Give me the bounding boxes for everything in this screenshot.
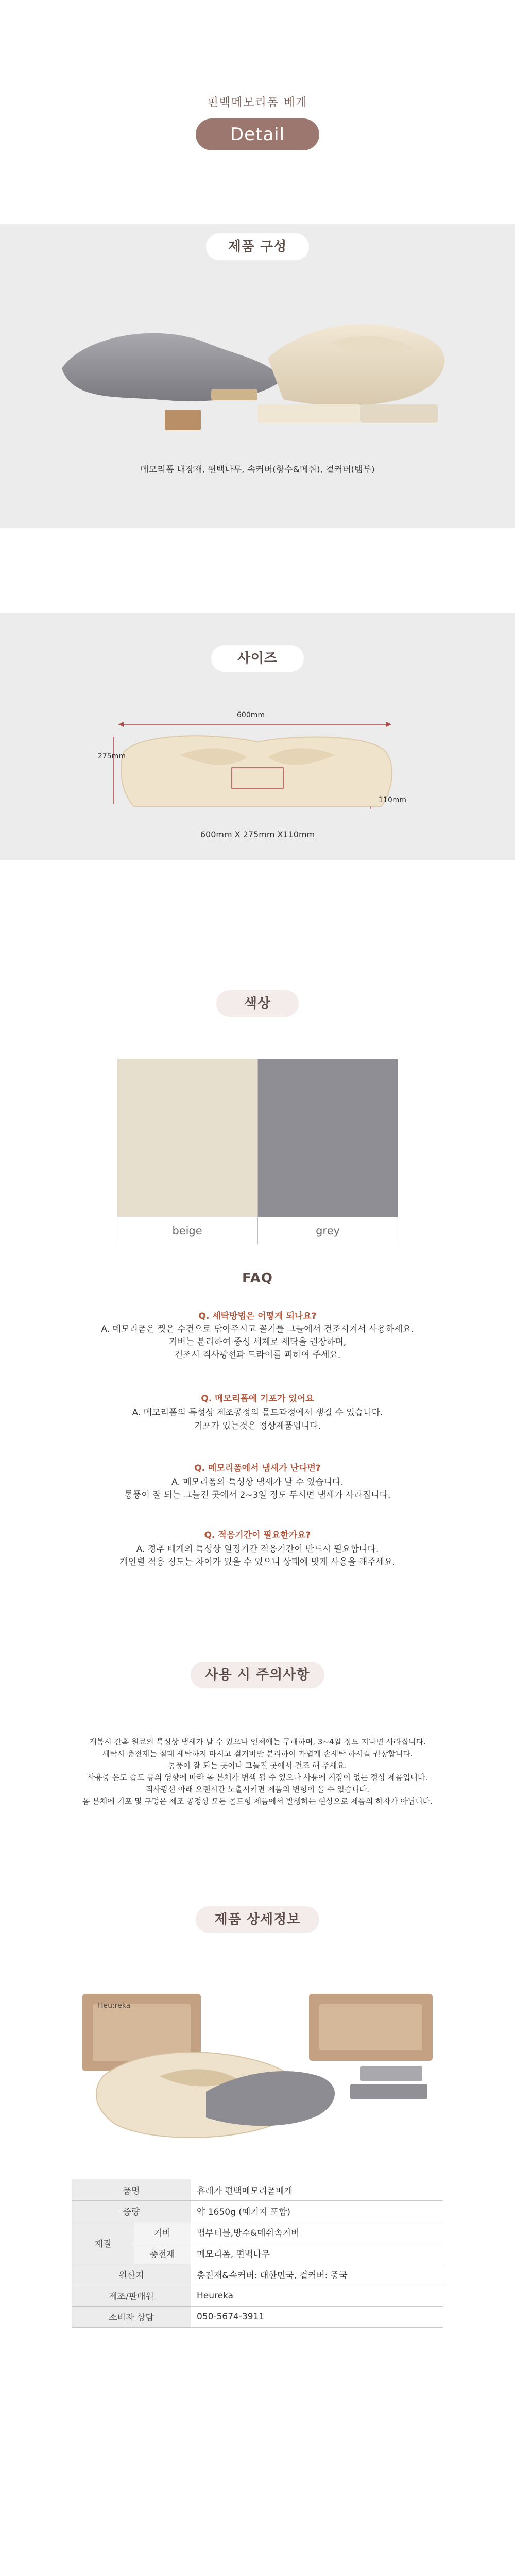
spec-table: [72, 2179, 443, 2328]
faq-question: Q. 메모리폼에서 냄새가 난다면?: [194, 1463, 321, 1473]
caution-line: 세탁시 충전재는 절대 세탁하지 마시고 겉커버만 분리하여 가볍게 손세탁 하시길 권장합니다.: [102, 1749, 413, 1758]
color-swatch-grey: [258, 1059, 398, 1244]
spec-value: 충전재&속커버: 대한민국, 겉커버: 중국: [191, 2264, 443, 2285]
spec-sublabel: 커버: [134, 2222, 191, 2243]
faq-question: Q. 메모리폼에 기포가 있어요: [201, 1394, 314, 1404]
spec-value: 뱀부터블,방수&메쉬속커버: [191, 2222, 443, 2243]
box-brand: Heu:reka: [98, 2002, 131, 2010]
caution-line: 통풍이 잘 되는 곳이나 그늘진 곳에서 건조 해 주세요.: [168, 1761, 347, 1770]
spec-value: 약 1650g (패키지 포함): [191, 2200, 443, 2222]
faq-answer: A. 경추 베개의 특성상 일정기간 적응기간이 반드시 필요합니다.: [136, 1544, 379, 1554]
faq-answer: 건조시 직사광선과 드라이를 피하여 주세요.: [174, 1350, 341, 1360]
table-row: [72, 2222, 443, 2243]
table-row: [72, 2306, 443, 2327]
color-swatch-label: beige: [117, 1217, 257, 1244]
spec-label: 소비자 상담: [72, 2306, 191, 2327]
caution-line: 몸 본체에 기포 및 구멍은 제조 공정상 모든 몰드형 제품에서 발생하는 현상으로 제품의 하자가 아닙니다.: [82, 1797, 433, 1806]
size-title: 사이즈: [211, 645, 304, 672]
caution-title: 사용 시 주의사항: [191, 1662, 324, 1688]
components-photo: [41, 281, 474, 451]
color-swatch-beige: [117, 1059, 258, 1244]
color-swatch-label: grey: [258, 1217, 398, 1244]
faq-answer: A. 메모리폼의 특성상 냄새가 날 수 있습니다.: [171, 1477, 344, 1487]
spec-label: 제조/판매원: [72, 2285, 191, 2306]
table-row: [72, 2179, 443, 2200]
components-section: [0, 224, 515, 528]
spec-value: Heureka: [191, 2285, 443, 2306]
pillow-size-diagram: [62, 706, 453, 829]
components-title: 제품 구성: [206, 233, 309, 260]
caution-line: 직사광선 아래 오랜시간 노출시키면 제품의 변형이 올 수 있습니다.: [145, 1785, 370, 1794]
spec-value: 050-5674-3911: [191, 2306, 443, 2327]
size-section: [0, 613, 515, 860]
caution-line: 개봉시 간혹 원료의 특성상 냄새가 날 수 있으나 인체에는 무해하며, 3~4일 정도 지나면 사라집니다.: [89, 1737, 426, 1747]
spec-title: 제품 상세정보: [196, 1906, 319, 1933]
faq-answer: A. 메모리폼은 찢은 수건으로 닦아주시고 꼴기를 그늘에서 건조시켜서 사용하세요.: [101, 1324, 414, 1334]
color-title: 색상: [216, 990, 299, 1017]
spec-label: 품명: [72, 2179, 191, 2200]
table-row: [72, 2285, 443, 2306]
spec-sublabel: 충전재: [134, 2243, 191, 2264]
spec-label: 중량: [72, 2200, 191, 2222]
faq-answer: 커버는 분리하여 중성 세제로 세탁을 권장하며,: [168, 1337, 347, 1347]
size-width-label: 600mm: [237, 711, 265, 719]
spec-value: 휴레카 편백메모리폼베개: [191, 2179, 443, 2200]
faq-question: Q. 세탁방법은 어떻게 되나요?: [198, 1311, 317, 1321]
spec-value: 메모리폼, 편백나무: [191, 2243, 443, 2264]
size-height-label: 110mm: [379, 796, 406, 804]
faq-answer: 통풍이 잘 되는 그늘진 곳에서 2~3일 정도 두시면 냄새가 사라집니다.: [124, 1490, 391, 1500]
spec-label: 재질: [72, 2222, 134, 2264]
spec-label: 원산지: [72, 2264, 191, 2285]
faq-answer: A. 메모리폼의 특성상 제조공정의 몰드과정에서 생길 수 있습니다.: [132, 1408, 383, 1418]
components-caption: 메모리폼 내장재, 편백나무, 속커버(항수&메쉬), 겉커버(뱀부): [140, 465, 375, 475]
faq-question: Q. 적응기간이 필요한가요?: [204, 1530, 311, 1540]
faq-title: FAQ: [242, 1270, 273, 1286]
table-row: [72, 2200, 443, 2222]
faq-answer: 기포가 있는것은 정상제품입니다.: [194, 1421, 321, 1431]
faq-answer: 개인별 적응 정도는 차이가 있을 수 있으니 상태에 맞게 사용을 해주세요.: [119, 1557, 396, 1567]
detail-badge: Detail: [196, 118, 319, 150]
table-row: [72, 2264, 443, 2285]
caution-line: 사용중 온도 습도 등의 영향에 따라 몸 본체가 변색 될 수 있으나 사용에 지장이 없는 정상 제품입니다.: [87, 1773, 428, 1782]
product-name: 편백메모리폼 베개: [207, 96, 308, 109]
size-summary: 600mm X 275mm X110mm: [200, 829, 315, 839]
size-depth-label: 275mm: [98, 752, 126, 760]
